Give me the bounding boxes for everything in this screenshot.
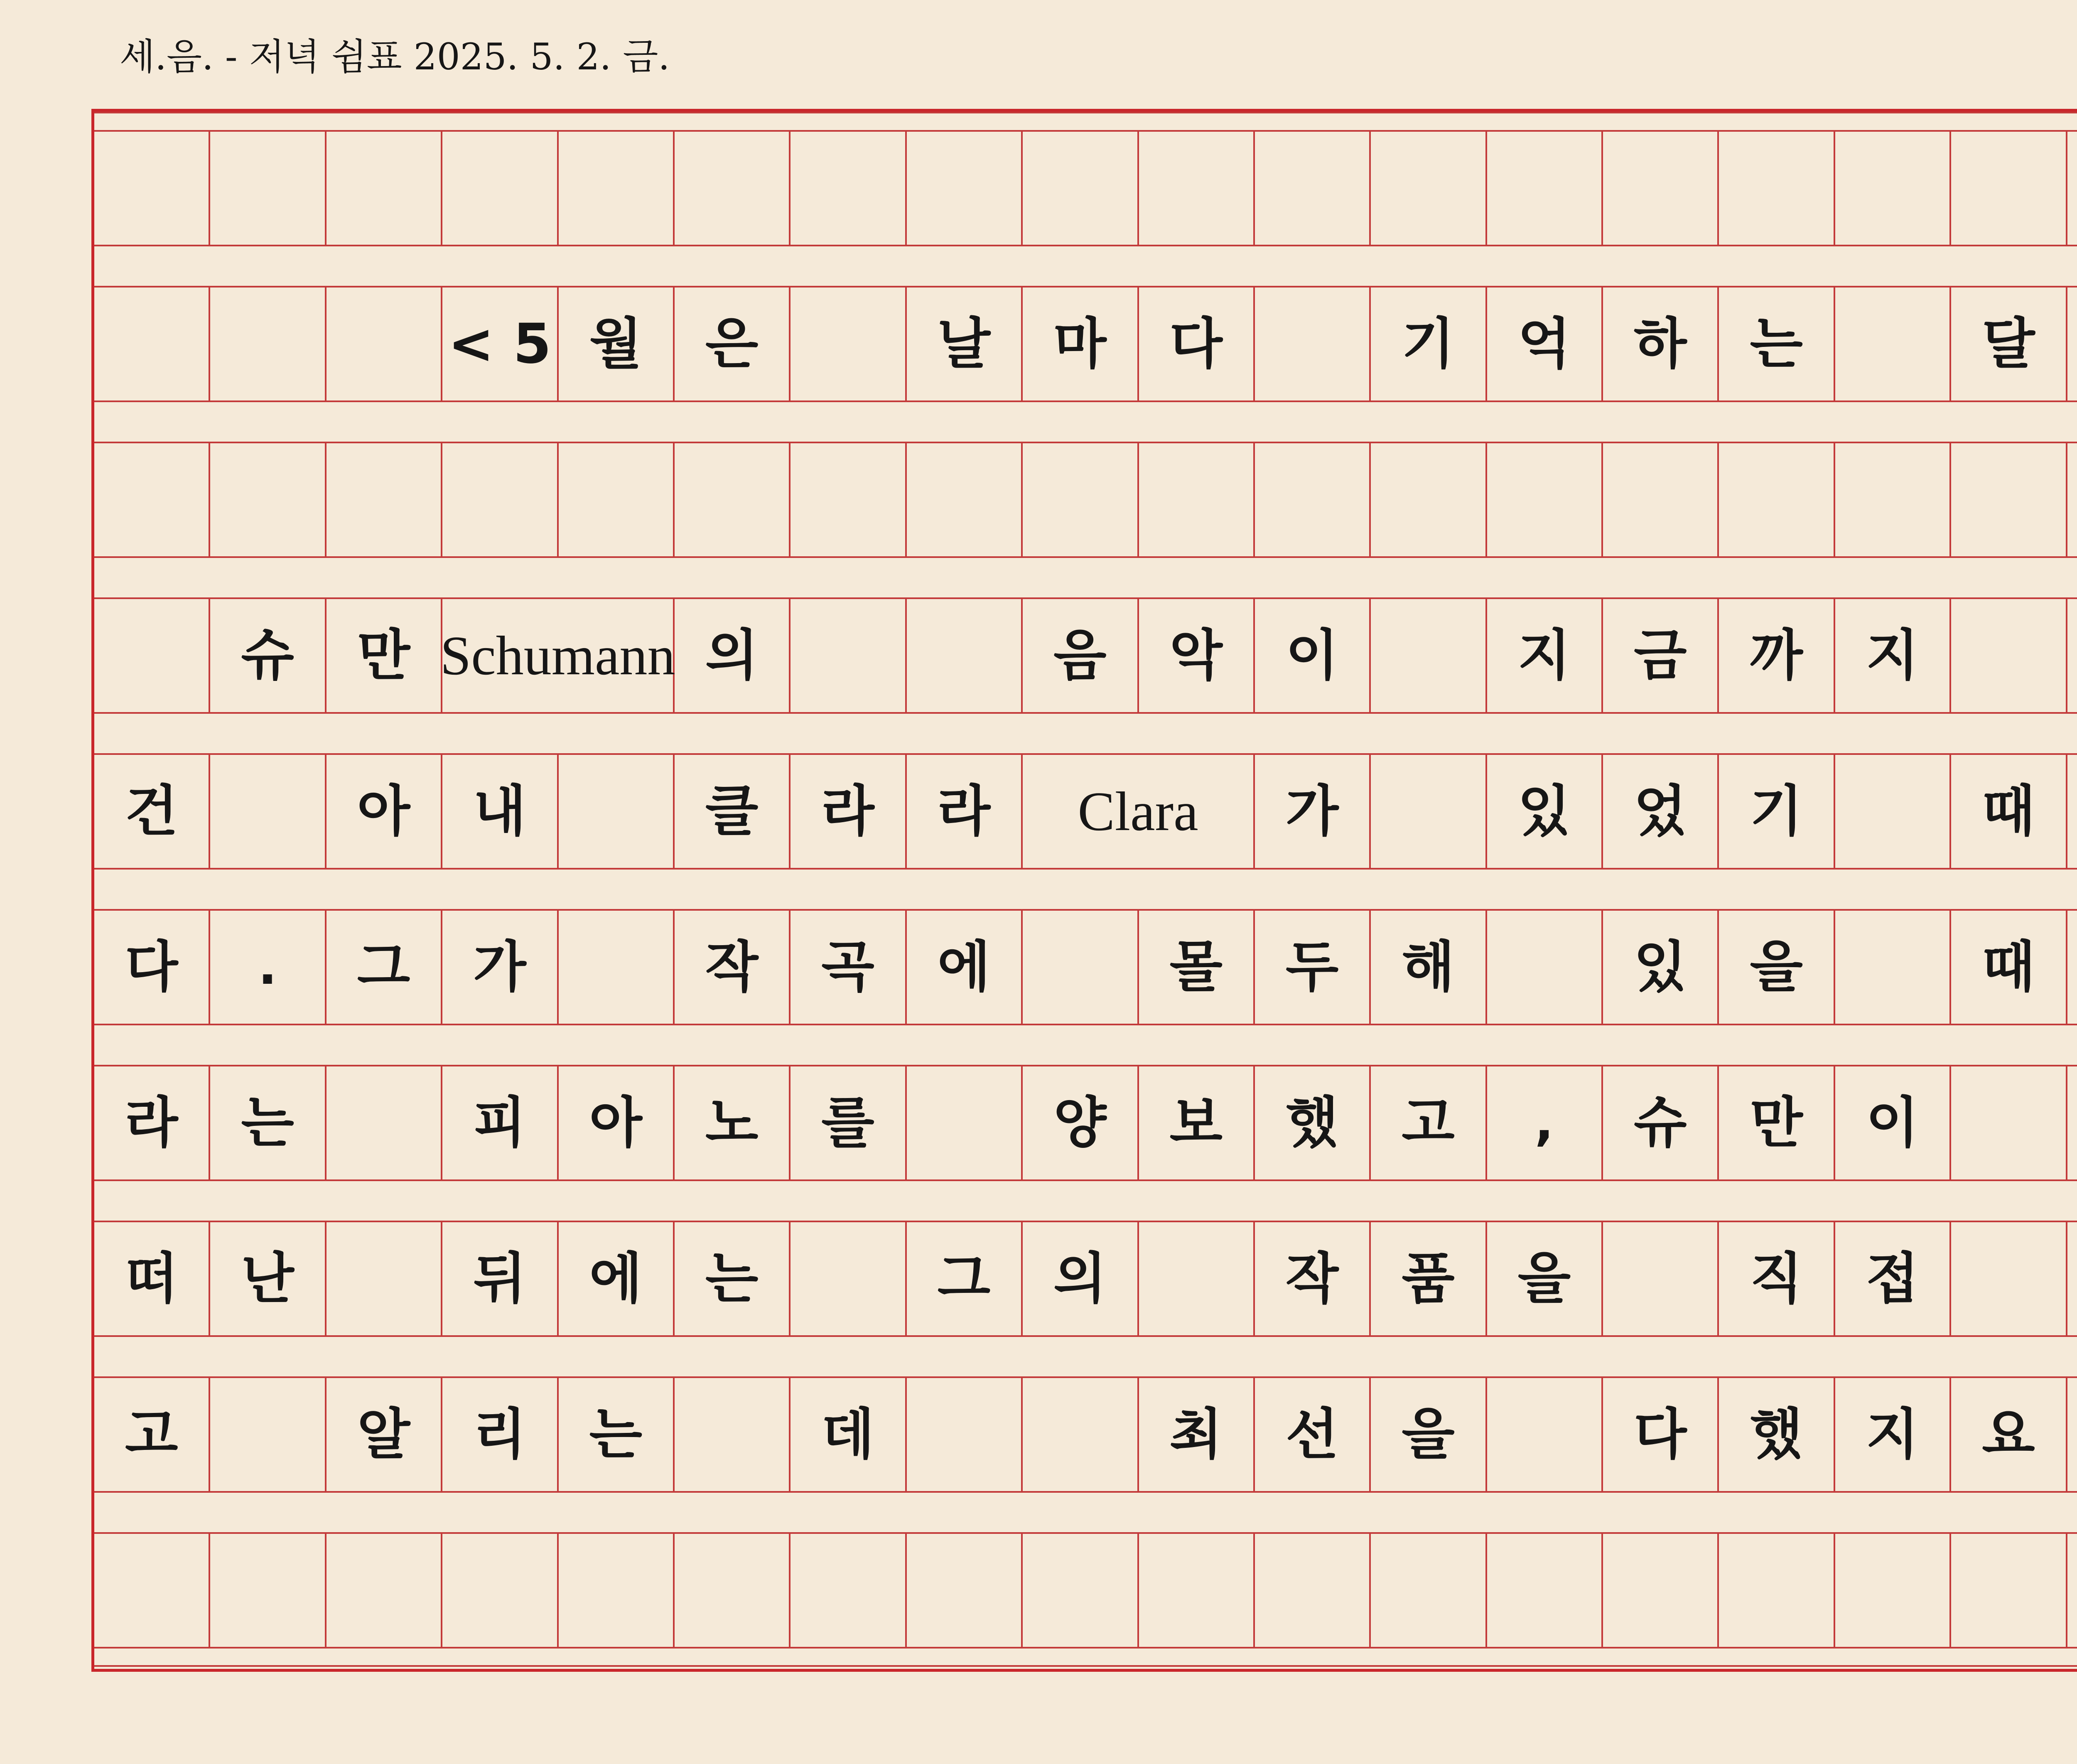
grid-cell-empty [210,442,326,558]
grid-cell: 기 [1371,286,1487,402]
grid-cell: 리 [442,1376,558,1493]
grid-cell-empty [675,130,791,246]
grid-cell: 두 [1255,909,1371,1025]
grid-cell-empty [442,442,558,558]
grid-cell: 을 [1487,1221,1603,1337]
grid-cell: 가 [442,909,558,1025]
grid-cell-empty [559,1532,675,1649]
grid-cell-empty [675,1376,791,1493]
grid-cell: Schumann [442,597,675,714]
grid-cell: 떠 [94,1221,210,1337]
grid-cell-empty [559,130,675,246]
grid-cell: 곡 [791,909,906,1025]
grid-cell-empty [1835,286,1951,402]
grid-cell: 그 [907,1221,1023,1337]
grid-cell: 악 [1139,597,1255,714]
manuscript-paper [91,109,2077,1672]
grid-cell: 지 [1487,597,1603,714]
grid-cell: 피 [442,1065,558,1181]
grid-cell: 까 [1719,597,1835,714]
manuscript-row [94,1532,2077,1649]
grid-cell-empty [675,442,791,558]
grid-cell: 난 [210,1221,326,1337]
grid-cell: 다 [1139,286,1255,402]
grid-cell-empty [1139,1221,1255,1337]
grid-cell: 를 [791,1065,906,1181]
grid-cell: 다 [1603,1376,1719,1493]
grid-cell-empty [1951,1065,2067,1181]
grid-cell-empty [210,753,326,870]
grid-cell-empty [791,130,906,246]
grid-cell: 양 [1023,1065,1139,1181]
grid-cell-empty [2067,442,2077,558]
grid-cell-empty [1835,130,1951,246]
grid-cell [2067,909,2077,1025]
grid-cell-empty [907,1065,1023,1181]
grid-cell: 보 [1139,1065,1255,1181]
grid-cell: 지 [1835,597,1951,714]
grid-cell: 월 [559,286,675,402]
grid-cell-empty [210,1532,326,1649]
grid-cell: 몰 [1139,909,1255,1025]
grid-cell: 슈 [210,597,326,714]
grid-cell: 클 [675,753,791,870]
grid-cell-empty [1487,130,1603,246]
grid-cell: 아 [559,1065,675,1181]
grid-cell: 마 [1023,286,1139,402]
grid-line [94,1665,2077,1667]
grid-cell: 기 [1719,753,1835,870]
manuscript-row [94,909,2077,1025]
grid-cell: 에 [559,1221,675,1337]
grid-cell: 의 [1023,1221,1139,1337]
grid-cell-empty [1603,130,1719,246]
grid-cell: 가 [1255,753,1371,870]
grid-cell: 다 [94,909,210,1025]
grid-cell: 때 [1951,909,2067,1025]
grid-cell: 때 [1951,753,2067,870]
grid-cell-empty [1023,442,1139,558]
grid-cell-empty [1023,909,1139,1025]
grid-cell: 하 [1603,286,1719,402]
grid-cell: 알 [327,1376,442,1493]
grid-cell: 음 [1023,597,1139,714]
grid-cell: 직 [1719,1221,1835,1337]
grid-cell: 이 [1835,1065,1951,1181]
grid-cell: 데 [791,1376,906,1493]
grid-cell-empty [1719,130,1835,246]
grid-cell-empty [1487,1376,1603,1493]
grid-cell-empty [2067,130,2077,246]
grid-cell-empty [1603,1532,1719,1649]
grid-cell-empty [1139,1532,1255,1649]
grid-cell: 있 [1603,909,1719,1025]
grid-cell: 달 [1951,286,2067,402]
grid-cell-empty [1835,442,1951,558]
grid-cell-empty [1835,1532,1951,1649]
grid-cell-empty [327,442,442,558]
grid-cell-empty [1255,1532,1371,1649]
grid-cell: 했 [1719,1376,1835,1493]
grid-cell: 그 [327,909,442,1025]
grid-cell-empty [94,286,210,402]
grid-cell-empty [1603,442,1719,558]
grid-cell: 했 [1255,1065,1371,1181]
grid-cell-empty [1139,130,1255,246]
grid-cell-empty [327,286,442,402]
grid-cell-empty [2067,1532,2077,1649]
grid-cell-empty [1255,442,1371,558]
grid-cell-empty [907,442,1023,558]
grid-cell [2067,286,2077,402]
grid-cell-empty [675,1532,791,1649]
grid-cell-empty [1603,1221,1719,1337]
grid-cell [2067,1221,2077,1337]
manuscript-row [94,1221,2077,1337]
grid-cell-empty [907,597,1023,714]
grid-cell: 작 [1255,1221,1371,1337]
grid-cell-empty [210,130,326,246]
grid-cell: 는 [210,1065,326,1181]
grid-cell-empty [791,286,906,402]
grid-cell-empty [1487,909,1603,1025]
grid-cell-empty [210,286,326,402]
grid-cell-empty [559,442,675,558]
grid-cell: 억 [1487,286,1603,402]
grid-cell-empty [327,1532,442,1649]
grid-cell-empty [210,1376,326,1493]
grid-cell: 을 [1371,1376,1487,1493]
grid-cell: 요 [1951,1376,2067,1493]
grid-cell-empty [94,442,210,558]
grid-cell [2067,753,2077,870]
manuscript-row [94,442,2077,558]
grid-cell-empty [1255,286,1371,402]
grid-cell: 고 [1371,1065,1487,1181]
grid-cell: 뒤 [442,1221,558,1337]
manuscript-row [94,130,2077,246]
grid-cell: 슈 [1603,1065,1719,1181]
grid-cell: 었 [1603,753,1719,870]
grid-cell: . [210,909,326,1025]
grid-cell-empty [1951,442,2067,558]
grid-cell-empty [791,1532,906,1649]
grid-cell-empty [1835,753,1951,870]
grid-cell-empty [1371,442,1487,558]
grid-cell-empty [559,909,675,1025]
grid-cell-empty [327,130,442,246]
grid-cell: 라 [94,1065,210,1181]
grid-cell-empty [791,1221,906,1337]
grid-cell-empty [907,1532,1023,1649]
grid-cell: 는 [1719,286,1835,402]
grid-cell-empty [1487,1532,1603,1649]
grid-cell-empty [442,1532,558,1649]
grid-cell-empty [1023,130,1139,246]
grid-cell-empty [907,1376,1023,1493]
grid-cell-empty [1719,442,1835,558]
grid-cell: 금 [1603,597,1719,714]
grid-cell-empty [1371,753,1487,870]
grid-cell-empty [327,1221,442,1337]
grid-cell-empty [327,1065,442,1181]
grid-cell-empty [1371,1532,1487,1649]
grid-cell: 는 [559,1376,675,1493]
grid-cell-empty [1487,442,1603,558]
manuscript-row [94,597,2077,714]
grid-cell: 날 [907,286,1023,402]
grid-cell-empty [1951,130,2067,246]
grid-cell-empty [94,597,210,714]
grid-cell: 에 [907,909,1023,1025]
grid-cell: 있 [1487,753,1603,870]
grid-cell: 작 [675,909,791,1025]
grid-cell: 내 [442,753,558,870]
grid-cell-empty [1951,1221,2067,1337]
manuscript-row [94,753,2077,870]
grid-cell: 선 [1255,1376,1371,1493]
grid-cell-empty [1023,1376,1139,1493]
grid-cell: 만 [327,597,442,714]
grid-cell [2067,1065,2077,1181]
grid-cell-empty [1023,1532,1139,1649]
grid-cell: 라 [907,753,1023,870]
grid-cell: 을 [1719,909,1835,1025]
grid-cell: 해 [1371,909,1487,1025]
manuscript-row [94,1065,2077,1181]
grid-cell: , [1487,1065,1603,1181]
grid-cell [2067,597,2077,714]
grid-cell: 지 [1835,1376,1951,1493]
grid-cell: 최 [1139,1376,1255,1493]
grid-cell: Clara [1023,753,1255,870]
grid-cell-empty [1951,1532,2067,1649]
grid-cell-empty [1371,130,1487,246]
grid-cell: 노 [675,1065,791,1181]
grid-cell-empty [1371,597,1487,714]
grid-cell-empty [1719,1532,1835,1649]
grid-cell: 접 [1835,1221,1951,1337]
grid-cell: 품 [1371,1221,1487,1337]
grid-cell-empty [1835,909,1951,1025]
grid-cell: 는 [675,1221,791,1337]
grid-cell-empty [94,1532,210,1649]
grid-cell: 아 [327,753,442,870]
manuscript-row [94,1376,2077,1493]
grid-cell: 고 [94,1376,210,1493]
grid-cell-empty [791,597,906,714]
grid-cell-empty [1255,130,1371,246]
manuscript-row [94,286,2077,402]
grid-cell [2067,1376,2077,1493]
grid-cell-empty [907,130,1023,246]
grid-cell-empty [1951,597,2067,714]
grid-cell: 만 [1719,1065,1835,1181]
grid-cell-empty [442,130,558,246]
header-title: 세.음. - 저녁 쉼표 2025. 5. 2. 금. [120,35,670,78]
grid-cell: 라 [791,753,906,870]
grid-cell: 건 [94,753,210,870]
grid-cell: 이 [1255,597,1371,714]
grid-cell: 은 [675,286,791,402]
grid-cell: 의 [675,597,791,714]
grid-cell-empty [791,442,906,558]
grid-line [94,112,2077,113]
grid-cell-empty [94,130,210,246]
grid-cell: < 5 [442,286,558,402]
grid-cell-empty [1139,442,1255,558]
grid-cell-empty [559,753,675,870]
